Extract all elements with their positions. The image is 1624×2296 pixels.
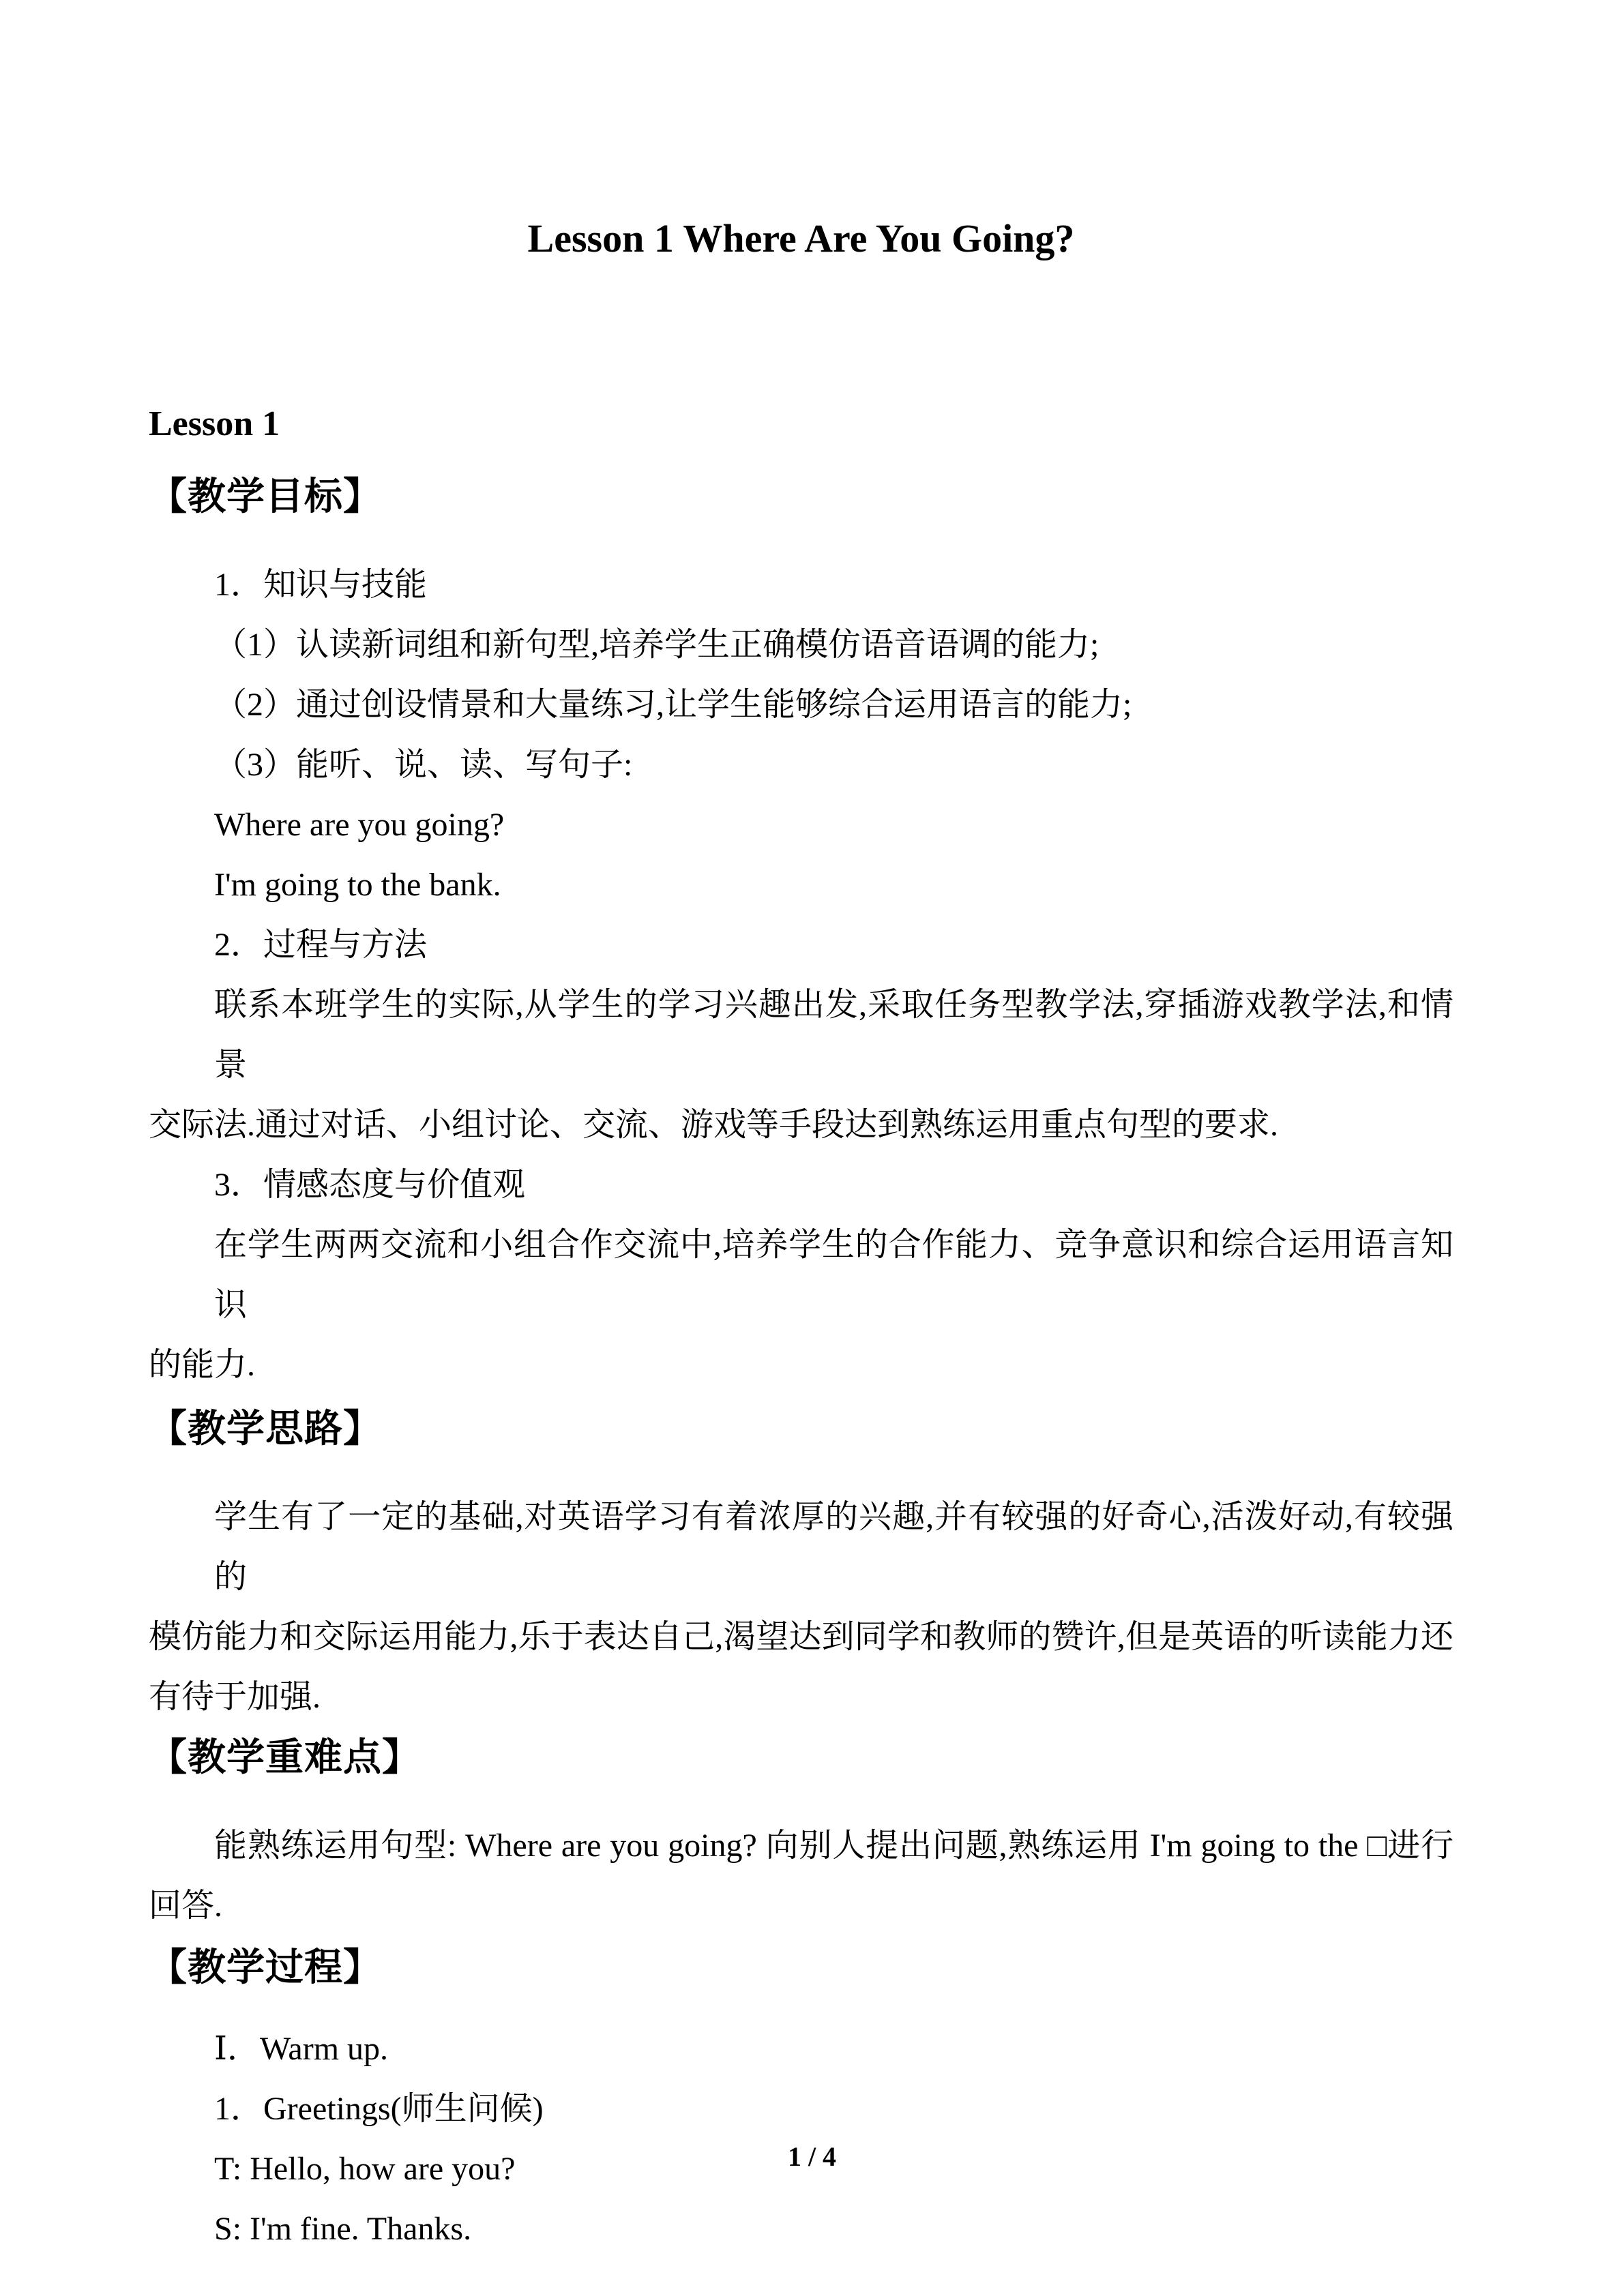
text-line: 2．过程与方法 xyxy=(214,927,428,963)
lesson-heading: Lesson 1 xyxy=(149,404,280,443)
page-number: 1 / 4 xyxy=(787,2141,837,2172)
section-heading-teaching-approach: 【教学思路】 xyxy=(149,1408,382,1450)
text-line: 能熟练运用句型: Where are you going? 向别人提出问题,熟练运用 I'm going to the □进行 xyxy=(214,1828,1453,1864)
text-line: 回答. xyxy=(149,1888,223,1924)
text-line: （1）认读新词组和新句型,培养学生正确模仿语音语调的能力; xyxy=(214,627,1099,663)
text-line: T: Hello, how are you? xyxy=(214,2151,516,2187)
text-line: 学生有了一定的基础,对英语学习有着浓厚的兴趣,并有较强的好奇心,活泼好动,有较强的 xyxy=(214,1499,1453,1595)
text-line: Ⅰ．Warm up. xyxy=(214,2031,389,2067)
text-line: 联系本班学生的实际,从学生的学习兴趣出发,采取任务型教学法,穿插游戏教学法,和情景 xyxy=(214,987,1453,1083)
section-body-teaching-objectives xyxy=(149,555,1453,1395)
section-heading-key-difficult-points: 【教学重难点】 xyxy=(149,1737,421,1779)
text-line: 1．知识与技能 xyxy=(214,567,428,603)
text-line: 1．Greetings(师生问候) xyxy=(214,2091,544,2127)
text-line: 3．情感态度与价值观 xyxy=(214,1167,526,1203)
text-line: I'm going to the bank. xyxy=(214,867,501,903)
text-line: 交际法.通过对话、小组讨论、交流、游戏等手段达到熟练运用重点句型的要求. xyxy=(149,1107,1279,1143)
text-line: 模仿能力和交际运用能力,乐于表达自己,渴望达到同学和教师的赞许,但是英语的听读能力还 xyxy=(149,1619,1453,1655)
section-heading-teaching-process: 【教学过程】 xyxy=(149,1947,382,1989)
text-line: （2）通过创设情景和大量练习,让学生能够综合运用语言的能力; xyxy=(214,687,1132,723)
section-heading-teaching-objectives: 【教学目标】 xyxy=(149,476,382,518)
text-line: Where are you going? xyxy=(214,807,505,843)
section-body-key-difficult-points xyxy=(149,1816,1453,1936)
document-title: Lesson 1 Where Are You Going? xyxy=(527,216,1075,260)
text-line: （3）能听、说、读、写句子: xyxy=(214,747,633,783)
text-line: 的能力. xyxy=(149,1347,256,1383)
text-line: S: I'm fine. Thanks. xyxy=(214,2211,472,2247)
text-line: 有待于加强. xyxy=(149,1679,321,1715)
text-line: 在学生两两交流和小组合作交流中,培养学生的合作能力、竞争意识和综合运用语言知识 xyxy=(214,1227,1453,1323)
section-body-teaching-approach xyxy=(149,1487,1453,1727)
section-body-teaching-process xyxy=(149,2019,1453,2259)
